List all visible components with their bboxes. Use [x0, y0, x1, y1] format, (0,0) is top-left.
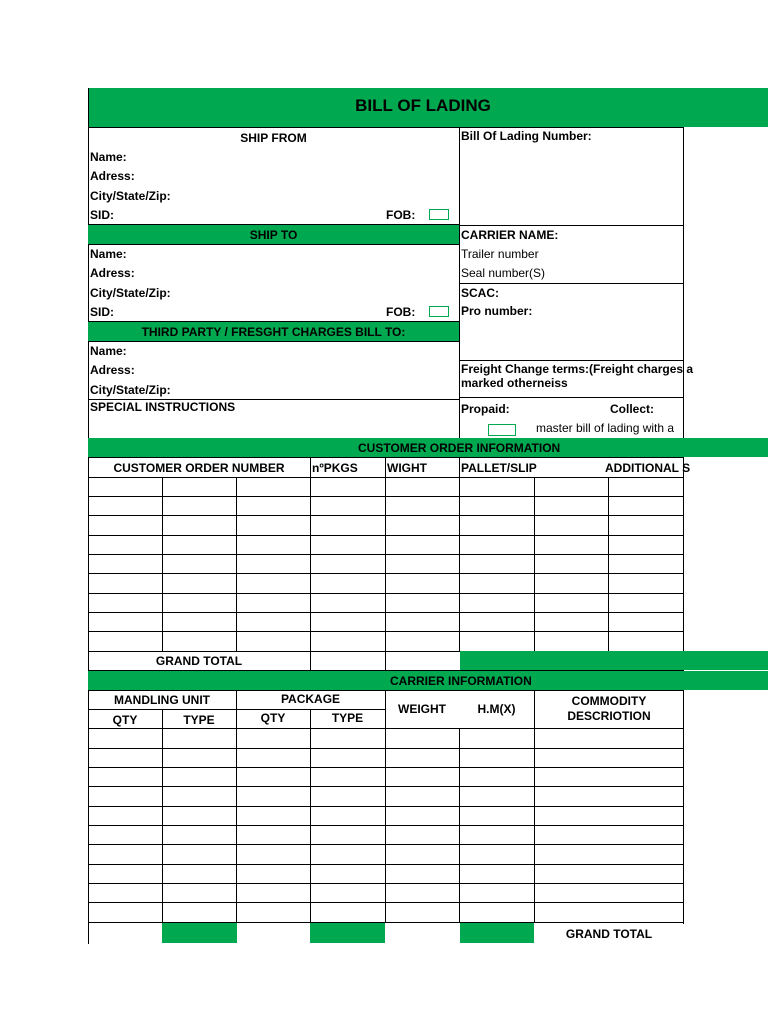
special-instructions-label: SPECIAL INSTRUCTIONS — [90, 400, 236, 414]
carrier-grand-total-label: GRAND TOTAL — [565, 927, 653, 941]
col-commodity-2: DESCRIOTION — [567, 709, 651, 723]
ci-total-fill-3 — [460, 923, 534, 943]
ci-row-line — [88, 806, 684, 807]
co-row-line — [88, 457, 684, 458]
ship-from-fob-label: FOB: — [386, 208, 416, 222]
ci-row-line — [88, 902, 684, 903]
freight-terms-label-2: marked otherneiss — [461, 376, 568, 390]
co-row-line — [88, 554, 684, 555]
ci-col-line — [534, 690, 535, 922]
ci-col-line — [459, 728, 460, 922]
ci-row-line — [88, 883, 684, 884]
master-bol-checkbox[interactable] — [488, 424, 516, 436]
ci-row-line — [88, 690, 684, 691]
col-pallet-slip: PALLET/SLIP — [461, 461, 537, 475]
co-row-line — [88, 612, 684, 613]
third-party-address-label: Adress: — [90, 363, 135, 377]
third-party-city-label: City/State/Zip: — [90, 383, 171, 397]
trailer-number-label: Trailer number — [461, 247, 539, 261]
third-party-top-line — [88, 321, 459, 322]
ship-to-fob-label: FOB: — [386, 305, 416, 319]
co-col-line — [162, 477, 163, 651]
ship-from-address-label: Adress: — [90, 169, 135, 183]
customer-grand-total-label: GRAND TOTAL — [155, 654, 243, 668]
co-col-line — [385, 457, 386, 670]
collect-label: Collect: — [610, 402, 655, 416]
title-bottom-line — [88, 127, 684, 128]
ci-row-line — [88, 844, 684, 845]
co-row-line — [88, 573, 684, 574]
col-package-type: TYPE — [331, 711, 364, 725]
ci-col-line — [310, 709, 311, 922]
third-party-bottom-line — [88, 341, 459, 342]
co-col-line — [608, 477, 609, 651]
co-row-line — [88, 593, 684, 594]
ship-to-address-label: Adress: — [90, 266, 135, 280]
col-additional: ADDITIONAL S — [605, 461, 691, 475]
freight-terms-top-line — [459, 360, 684, 361]
ci-total-fill-2 — [310, 923, 385, 943]
ship-to-bottom-line — [88, 244, 459, 245]
ship-from-sid-label: SID: — [90, 208, 114, 222]
ci-total-fill-1 — [162, 923, 237, 943]
col-handling-type: TYPE — [183, 713, 215, 727]
left-border — [88, 88, 89, 944]
col-pkgs: nºPKGS — [312, 461, 358, 475]
ship-from-header: SHIP FROM — [240, 131, 307, 145]
co-col-line — [310, 457, 311, 670]
col-weight: WIGHT — [387, 461, 427, 475]
page-title: BILL OF LADING — [355, 96, 491, 115]
co-row-line — [88, 477, 684, 478]
carrier-top-line — [459, 225, 684, 226]
ship-from-fob-checkbox[interactable] — [429, 209, 449, 220]
co-col-line — [459, 457, 460, 651]
prepaid-label: Propaid: — [461, 402, 510, 416]
col-hm: H.M(X) — [477, 702, 516, 716]
ship-to-city-label: City/State/Zip: — [90, 286, 171, 300]
co-row-line — [88, 631, 684, 632]
carrier-name-label: CARRIER NAME: — [461, 228, 559, 242]
freight-terms-label: Freight Change terms:(Freight charges a — [461, 362, 694, 376]
ci-col-line — [162, 709, 163, 922]
scac-top-line — [459, 283, 684, 284]
ci-row-line — [88, 767, 684, 768]
customer-order-header: CUSTOMER ORDER INFORMATION — [358, 441, 561, 455]
col-handling-qty: QTY — [112, 713, 138, 727]
third-party-name-label: Name: — [90, 344, 127, 358]
ci-row-line — [88, 748, 684, 749]
co-row-line — [88, 535, 684, 536]
co-col-line — [236, 477, 237, 651]
ci-col-line — [385, 690, 386, 922]
ship-to-header: SHIP TO — [249, 228, 298, 242]
col-package-qty: QTY — [260, 711, 286, 725]
ci-col-line — [236, 690, 237, 922]
ship-to-top-line — [88, 224, 459, 225]
ci-row-line — [88, 825, 684, 826]
ship-from-city-label: City/State/Zip: — [90, 189, 171, 203]
seal-number-label: Seal number(S) — [461, 266, 546, 280]
prepaid-top-line — [459, 397, 684, 398]
ship-to-fob-checkbox[interactable] — [429, 306, 449, 317]
col-customer-order-number: CUSTOMER ORDER NUMBER — [113, 461, 285, 475]
ship-from-name-label: Name: — [90, 150, 127, 164]
col-commodity-1: COMMODITY — [571, 694, 647, 708]
bol-number-label: Bill Of Lading Number: — [461, 129, 592, 143]
pro-number-label: Pro number: — [461, 304, 533, 318]
scac-label: SCAC: — [461, 286, 499, 300]
co-row-line — [88, 496, 684, 497]
col-handling-unit: MANDLING UNIT — [114, 693, 210, 707]
ci-row-line — [88, 786, 684, 787]
col-package: PACKAGE — [280, 692, 341, 706]
ship-to-name-label: Name: — [90, 247, 127, 261]
ci-row-line — [88, 728, 684, 729]
ship-to-sid-label: SID: — [90, 305, 114, 319]
carrier-info-header: CARRIER INFORMATION — [390, 674, 532, 688]
customer-grand-total-fill — [460, 651, 768, 670]
col-carrier-weight: WEIGHT — [398, 702, 446, 716]
third-party-header: THIRD PARTY / FRESGHT CHARGES BILL TO: — [141, 325, 406, 339]
co-col-line — [534, 477, 535, 651]
right-border — [683, 127, 684, 924]
co-row-line — [88, 515, 684, 516]
ci-row-line — [88, 864, 684, 865]
master-bol-label: master bill of lading with a — [536, 421, 675, 435]
